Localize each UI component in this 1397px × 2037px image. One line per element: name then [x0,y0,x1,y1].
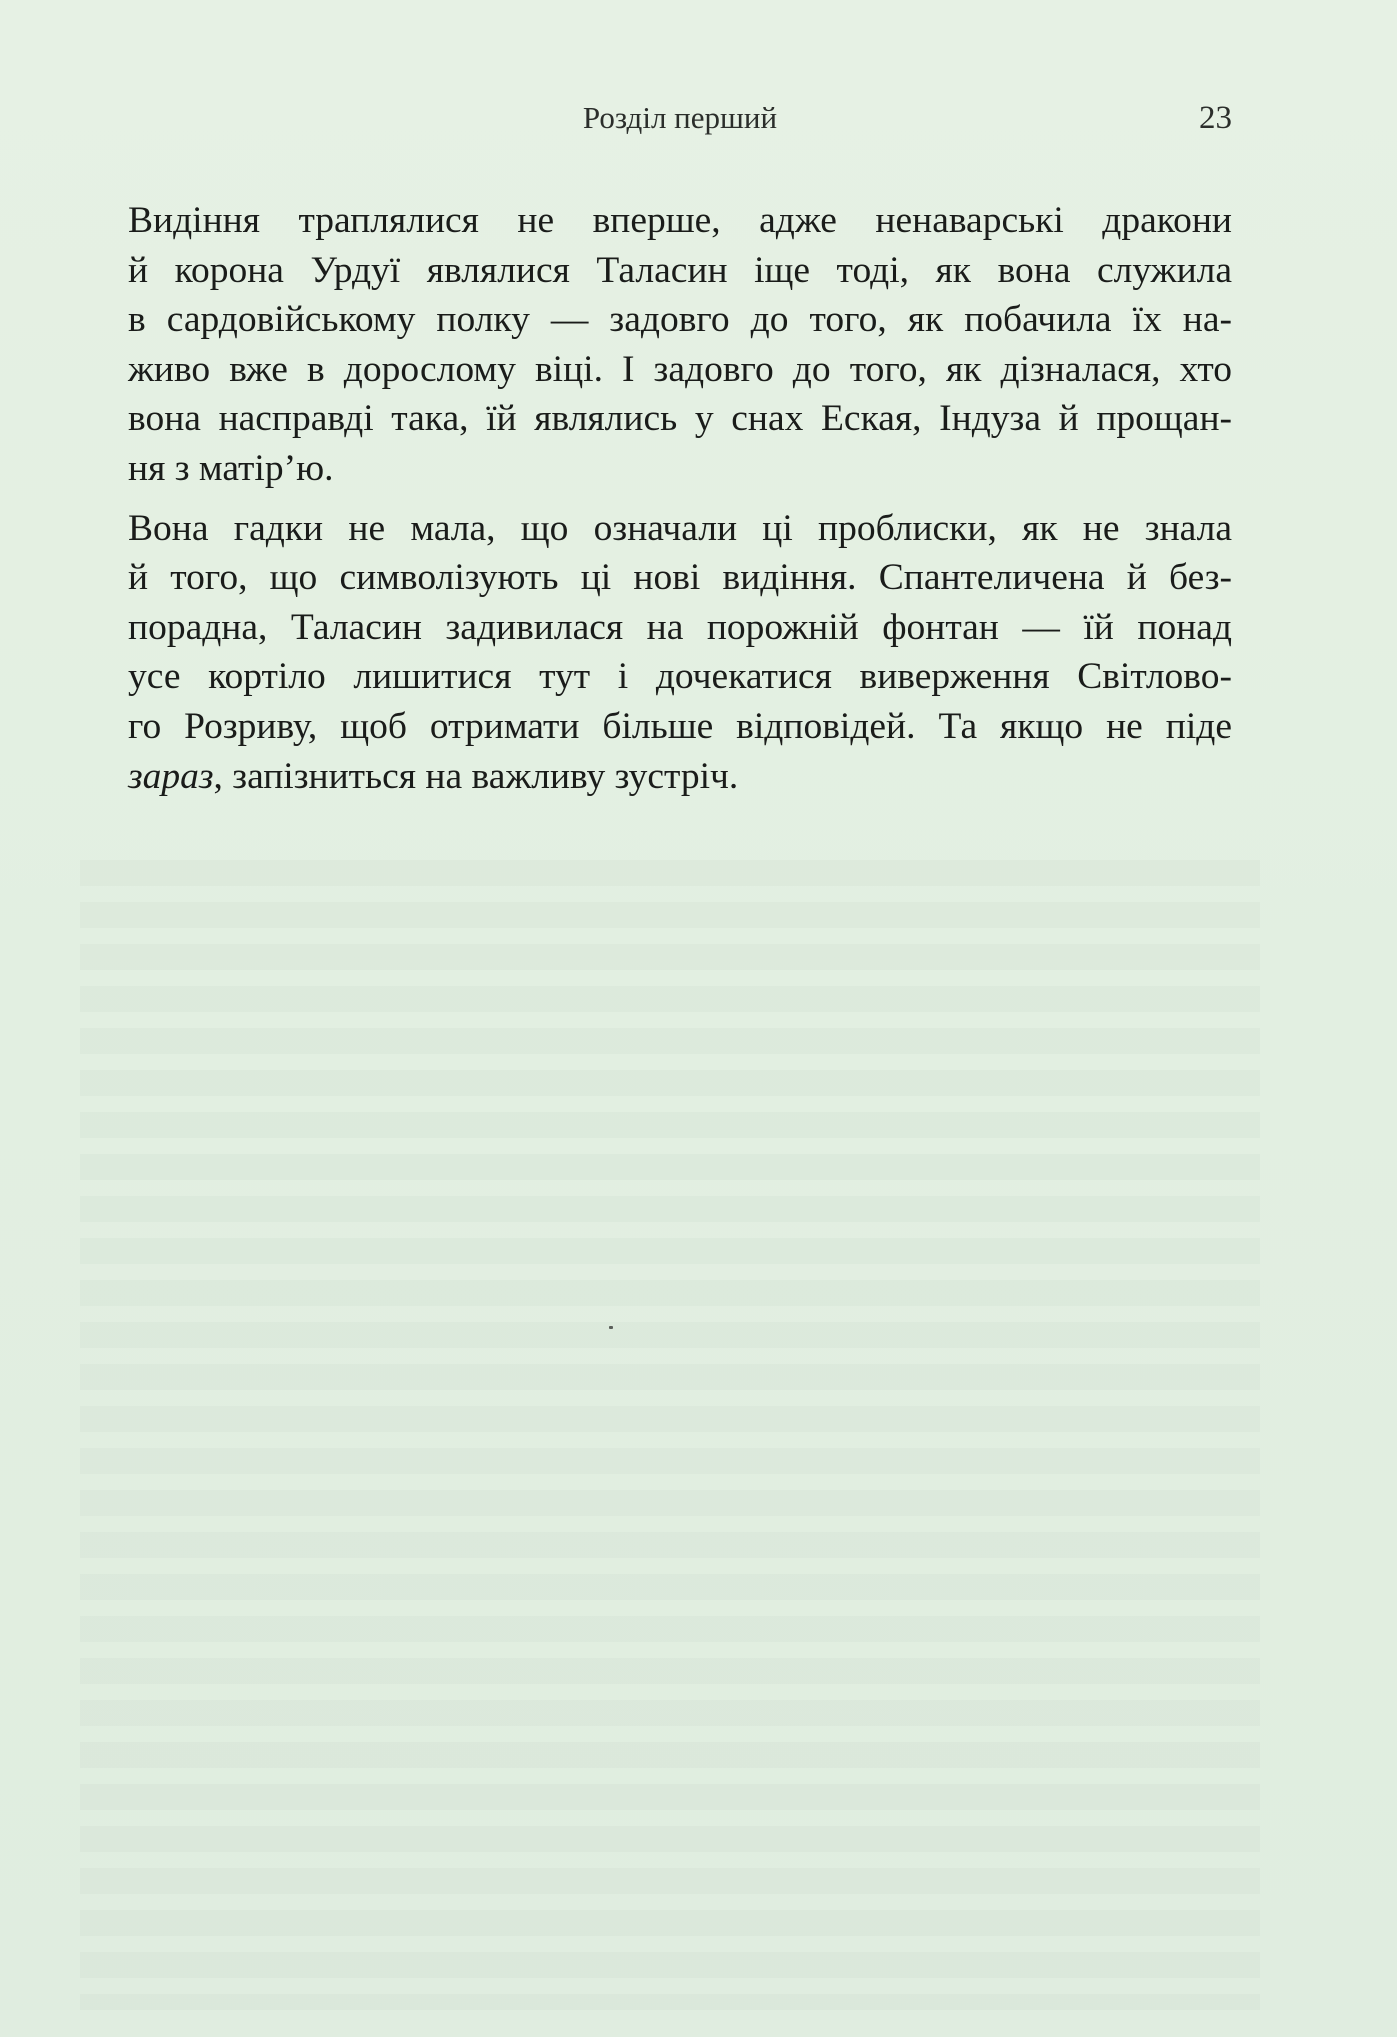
text-line: й корона Урдуї являлися Таласин іще тоді, як вона служила [128,249,1232,291]
text-line: порадна, Таласин задивилася на порожній фонтан — їй понад [128,606,1232,648]
text-line: го Розриву, щоб отримати більше відповідей. Та якщо не піде [128,705,1232,747]
text-line: Видіння траплялися не вперше, адже ненаварські дракони [128,200,1232,241]
italic-word: зараз [128,755,214,797]
chapter-title: Розділ перший [582,100,778,135]
body-text [128,196,1232,801]
text-fragment: , запізниться на важливу зустріч. [213,755,739,797]
text-line: й того, що символізують ці нові видіння. Спантеличена й без- [128,557,1232,599]
page-number: 23 [1199,100,1232,136]
paragraph-1 [128,196,1232,494]
text-line: усе кортіло лишитися тут і дочекатися виверження Світлово- [128,656,1232,698]
text-line: в сардовійському полку — задовго до того, як побачила їх на- [128,299,1232,341]
paragraph-2 [128,504,1232,802]
text-line-last [128,752,1232,802]
speck [609,1326,613,1329]
running-head [128,100,1232,146]
text-line: Вона гадки не мала, що означали ці проблиски, як не знала [128,507,1232,549]
text-line: живо вже в дорослому віці. І задовго до того, як дізналася, хто [128,348,1232,390]
bleed-through-text [80,860,1260,2010]
text-line: ня з матір’ю. [128,447,334,489]
text-line: вона насправді така, їй являлись у снах Еская, Індуза й прощан- [128,398,1232,440]
